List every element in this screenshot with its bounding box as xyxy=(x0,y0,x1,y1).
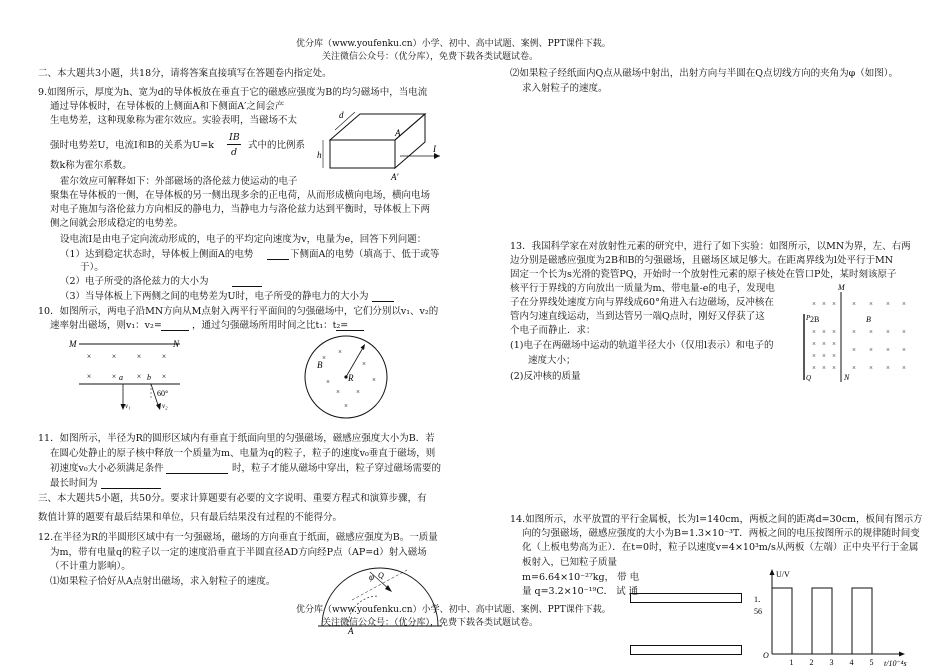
voltage-chart xyxy=(750,566,920,668)
field-cross: × xyxy=(852,364,856,372)
q9-sub-3: （3）当导体板上下两侧之间的电势差为U时，电子所受的静电力的大小为 xyxy=(60,291,369,302)
answer-blank[interactable] xyxy=(267,259,289,260)
level-label-a: 1． xyxy=(754,595,766,604)
label-left-field: 2B xyxy=(810,315,820,324)
circular-field-figure xyxy=(302,332,392,422)
label-q: Q xyxy=(806,374,812,382)
header-line-1: 优分库（www.youfenku.cn）小学、初中、高中试题、案例、PPT课件下载。 xyxy=(296,39,611,49)
label-current: I xyxy=(433,144,436,154)
label-angle: 60° xyxy=(157,389,169,398)
q9-line-5: 数k称为霍尔系数。 xyxy=(50,160,132,171)
q14-line-5: m=6.64×10⁻²⁷kg， 带 电 xyxy=(522,572,640,583)
q12-line-3: （不计重力影响）。 xyxy=(50,561,131,572)
section-3-line-1: 三、本大题共5小题，共50分。要求计算题要有必要的文字说明、重要方程式和演算步骤，有 xyxy=(38,493,427,504)
field-cross: × xyxy=(86,372,92,381)
q9-line-9: 侧之间就会形成稳定的电势差。 xyxy=(50,218,184,229)
answer-blank[interactable] xyxy=(336,330,364,331)
lower-plate xyxy=(630,645,742,655)
q13-line-7: 个电子而静止．求： xyxy=(510,325,596,336)
label-b: B xyxy=(317,360,323,370)
field-cross: × xyxy=(111,372,117,381)
y-axis-arrow xyxy=(770,569,775,575)
x-axis-arrow xyxy=(899,652,905,657)
answer-blank[interactable] xyxy=(232,286,262,287)
field-cross: × xyxy=(362,360,366,368)
footer-line-2: 关注微信公众号：（优分库），免费下载各类试题试卷。 xyxy=(322,618,539,628)
q12-part-1: ⑴如果粒子恰好从A点射出磁场，求入射粒子的速度。 xyxy=(50,576,276,587)
q13-line-1: 13．我国科学家在对放射性元素的研究中，进行了如下实验：如图所示，以MN为界，左、右两 xyxy=(510,241,911,252)
q9-fraction-numerator: IB xyxy=(229,132,240,143)
field-cross: × xyxy=(869,364,873,372)
field-cross: × xyxy=(902,300,906,308)
label-a-prime: A′ xyxy=(391,172,399,182)
q9-line-10: 设电流I是由电子定向流动形成的，电子的平均定向速度为v，电量为e，回答下列问题： xyxy=(60,234,427,245)
field-cross: × xyxy=(832,364,836,372)
field-cross: × xyxy=(869,346,873,354)
field-cross: × xyxy=(852,328,856,336)
q13-line-4: 核平行于界线的方向放出一质量为m、带电量-e的电子，发现电 xyxy=(510,283,775,294)
field-cross: × xyxy=(886,300,890,308)
q10-line-2b: ，通过匀强磁场所用时间之比t₁：t₂= xyxy=(192,320,349,331)
field-cross: × xyxy=(822,352,826,360)
q13-line-3: 固定一个长为s光滑的瓷管PQ，开始时一个放射性元素的原子核处在管口P处，某时刻该原子 xyxy=(510,269,897,280)
boundary-field-figure xyxy=(796,282,911,392)
answer-blank[interactable] xyxy=(161,330,189,331)
q9-sub-1b: 下侧面A的电势（填高于、低于或等 xyxy=(290,249,440,260)
label-a: A xyxy=(348,626,354,636)
q13-line-2: 边分别是磁感应强度为2B和B的匀强磁场，且磁场区域足够大。在距离界线为l处平行于MN xyxy=(510,255,894,266)
field-cross: × xyxy=(812,300,816,308)
level-label-b: 56 xyxy=(754,607,762,616)
q9-sub-2: （2）电子所受的洛伦兹力的大小为 xyxy=(60,276,209,287)
q14-line-6: 量 q=3.2×10⁻¹⁹C． 试 通 xyxy=(522,586,639,597)
q9-sub-1a: （1）达到稳定状态时，导体板上侧面A的电势 xyxy=(60,249,254,260)
field-cross: × xyxy=(161,372,167,381)
field-cross: × xyxy=(136,372,142,381)
answer-blank[interactable] xyxy=(372,301,394,302)
field-cross: × xyxy=(902,364,906,372)
q11-line-1: 11．如图所示，半径为R的圆形区域内有垂直于纸面向里的匀强磁场，磁感应强度大小为B．若 xyxy=(38,433,435,444)
field-cross: × xyxy=(902,328,906,336)
field-cross: × xyxy=(822,364,826,372)
q9-line-4a: 强时电势差U，电流I和B的关系为U=k xyxy=(50,140,214,151)
q9-line-2: 通过导体板时，在导体板的上侧面A和下侧面A′之间会产 xyxy=(50,101,285,112)
field-cross: × xyxy=(822,300,826,308)
q11-line-3a: 初速度v₀大小必须满足条件 xyxy=(50,463,164,474)
x-axis-label: t/10⁻⁴s xyxy=(884,659,907,668)
q9-fraction-bar xyxy=(227,144,241,145)
field-cross: × xyxy=(812,364,816,372)
label-n: N xyxy=(844,373,850,382)
answer-blank[interactable] xyxy=(101,488,161,489)
two-plate-field-figure xyxy=(65,336,195,416)
field-cross: × xyxy=(344,402,348,410)
q12-line-1: 12.在半径为R的半圆形区域中有一匀强磁场，磁场的方向垂直于纸面，磁感应强度为B。一质量 xyxy=(38,532,438,543)
q14-line-2: 向的匀强磁场，磁感应强度的大小为B=1.3×10⁻³T．两板之间的电压按图所示的规律随时间变 xyxy=(522,528,920,539)
field-cross: × xyxy=(832,352,836,360)
q14-line-4: 板射入，已知粒子质量 xyxy=(522,557,618,568)
x-tick-label: 3 xyxy=(829,658,834,667)
answer-blank[interactable] xyxy=(166,473,228,474)
q9-sub-1c: 于）。 xyxy=(80,262,104,273)
field-cross: × xyxy=(338,348,342,356)
q13-part-1b: 速度大小； xyxy=(528,355,576,366)
label-a: a xyxy=(119,373,123,382)
q13-line-6: 管内匀速直线运动，当到达管另一端Q点时，刚好又俘获了这 xyxy=(510,311,765,322)
q13-part-2: (2)反冲核的质量 xyxy=(510,371,581,382)
label-h: h xyxy=(317,150,322,160)
q9-line-3: 生电势差，这种现象称为霍尔效应。实验表明，当磁场不太 xyxy=(50,115,298,126)
field-cross: × xyxy=(372,376,376,384)
label-right-field: B xyxy=(866,315,871,324)
field-cross: × xyxy=(832,300,836,308)
label-m: M xyxy=(838,283,845,292)
field-cross: × xyxy=(336,388,340,396)
header-line-2: 关注微信公众号：（优分库），免费下载各类试题试卷。 xyxy=(322,52,539,62)
x-tick-label: 2 xyxy=(809,658,814,667)
field-cross: × xyxy=(852,346,856,354)
field-cross: × xyxy=(812,328,816,336)
label-phi: φ xyxy=(369,572,374,582)
label-q: Q xyxy=(378,571,384,580)
q9-line-4b: 式中的比例系 xyxy=(248,140,306,151)
q12-part-2a: ⑵如果粒子经纸面内Q点从磁场中射出，出射方向与半圆在Q点切线方向的夹角为φ（如图）。 xyxy=(510,68,898,79)
voltage-series-line xyxy=(772,588,872,654)
label-v1: v₁ xyxy=(125,402,131,410)
field-cross: × xyxy=(852,300,856,308)
field-cross: × xyxy=(326,378,330,386)
q9-line-1: 9.如图所示，厚度为h、宽为d的导体板放在垂直于它的磁感应强度为B的均匀磁场中，当电流 xyxy=(38,87,428,98)
label-v2: v₂ xyxy=(162,402,168,410)
x-tick-label: 5 xyxy=(869,658,874,667)
q11-line-2: 在圆心处静止的原子核中释放一个质量为m、电量为q的粒子，粒子的速度v₀垂直于磁场，则 xyxy=(50,448,436,459)
field-cross: × xyxy=(86,352,92,361)
q11-line-3b: 时，粒子才能从磁场中穿出，粒子穿过磁场需要的 xyxy=(232,463,442,474)
field-cross: × xyxy=(111,352,117,361)
q14-line-1: 14.如图所示，水平放置的平行金属板，长为l=140cm，两板之间的距离d=30cm，板间有图示方 xyxy=(510,514,923,525)
origin-label: O xyxy=(763,651,769,660)
q9-line-8: 对电子施加与洛伦兹力方向相反的静电力，当静电力与洛伦兹力达到平衡时，导体板上下两 xyxy=(50,204,431,215)
field-cross: × xyxy=(886,328,890,336)
q10-line-1: 10．如图所示，两电子沿MN方向从M点射入两平行平面间的匀强磁场中，它们分别以v₁、v₂的 xyxy=(38,306,439,317)
field-cross: × xyxy=(322,354,326,362)
field-cross: × xyxy=(356,388,360,396)
field-cross: × xyxy=(136,352,142,361)
section-3-line-2: 数值计算的题要有最后结果和单位，只有最后结果没有过程的不能得分。 xyxy=(38,512,343,523)
field-cross: × xyxy=(902,346,906,354)
field-cross: × xyxy=(886,346,890,354)
field-cross: × xyxy=(822,328,826,336)
hall-effect-figure xyxy=(315,100,445,180)
y-axis-label: U/V xyxy=(776,570,790,579)
x-tick-label: 1 xyxy=(789,658,794,667)
label-b: b xyxy=(147,373,151,382)
q12-part-2b: 求入射粒子的速度。 xyxy=(522,83,608,94)
q11-line-4: 最长时间为 xyxy=(50,478,98,489)
footer-line-1: 优分库（www.youfenku.cn）小学、初中、高中试题、案例、PPT课件下载。 xyxy=(296,605,611,615)
field-cross: × xyxy=(886,364,890,372)
q9-fraction-denominator: d xyxy=(231,147,238,158)
section-2-heading: 二、本大题共3小题，共18分，请将答案直接填写在答题卷内指定处。 xyxy=(38,68,332,79)
q13-part-1a: (1)电子在两磁场中运动的轨道半径大小（仅用l表示）和电子的 xyxy=(510,340,774,351)
x-tick-label: 4 xyxy=(849,658,854,667)
label-m: M xyxy=(69,339,77,349)
upper-plate xyxy=(630,593,742,603)
field-cross: × xyxy=(822,340,826,348)
field-cross: × xyxy=(869,328,873,336)
field-cross: × xyxy=(812,340,816,348)
label-r: R xyxy=(348,373,354,383)
q13-line-5: 子在分界线处速度方向与界线成60°角进入右边磁场，反冲核在 xyxy=(510,297,774,308)
field-cross: × xyxy=(869,300,873,308)
field-cross: × xyxy=(812,352,816,360)
q12-line-2: 为m，带有电量q的粒子以一定的速度沿垂直于半圆直径AD方向经P点（AP=d）射入磁场 xyxy=(50,547,427,558)
field-cross: × xyxy=(161,352,167,361)
label-a: A xyxy=(395,128,401,138)
label-n: N xyxy=(173,339,180,349)
q9-line-7: 聚集在导体板的一侧，在导体板的另一侧出现多余的正电荷，从而形成横向电场，横向电场 xyxy=(50,190,431,201)
q14-line-3: 化（上板电势高为正）．在t=0时，粒子以速度v=4×10³m/s从两板（左端）正中央平行于金属 xyxy=(522,542,919,553)
q10-line-2a: 速率射出磁场，则v₁：v₂= xyxy=(50,320,162,331)
field-cross: × xyxy=(832,328,836,336)
field-cross: × xyxy=(832,340,836,348)
label-d: d xyxy=(339,110,344,120)
q9-line-6: 霍尔效应可解释如下：外部磁场的洛伦兹力使运动的电子 xyxy=(60,176,298,187)
label-p: P xyxy=(806,314,811,322)
